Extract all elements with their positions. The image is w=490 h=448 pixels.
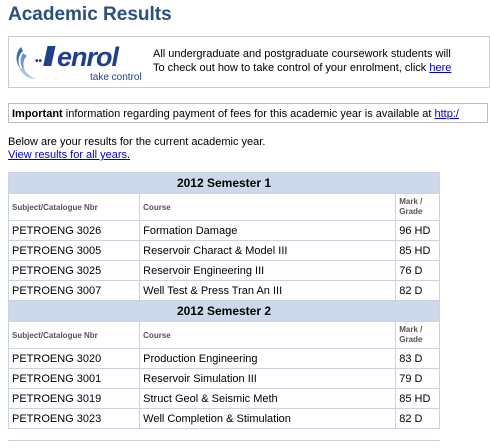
intro-text: Below are your results for the current academic year. bbox=[8, 136, 266, 148]
cell-subject: PETROENG 3005 bbox=[9, 241, 140, 261]
column-header-subject: Subject/Catalogue Nbr bbox=[9, 194, 140, 221]
notice-text: information regarding payment of fees for this academic year is available at bbox=[62, 108, 435, 120]
enrol-banner bbox=[8, 36, 490, 88]
cell-mark: 79 D bbox=[396, 369, 440, 389]
table-row bbox=[9, 281, 440, 301]
divider bbox=[8, 440, 440, 441]
svg-text:••: •• bbox=[35, 56, 43, 67]
cell-course: Well Completion & Stimulation bbox=[140, 409, 396, 429]
table-row bbox=[9, 369, 440, 389]
notice-important-label: Important bbox=[12, 108, 63, 120]
enrolment-help-link[interactable]: here bbox=[429, 62, 452, 74]
cell-mark: 82 D bbox=[396, 409, 440, 429]
cell-course: Struct Geol & Seismic Meth bbox=[140, 389, 396, 409]
cell-course: Reservoir Engineering III bbox=[140, 261, 396, 281]
cell-mark: 96 HD bbox=[396, 221, 440, 241]
column-header-mark-line2: Grade bbox=[399, 207, 423, 216]
table-row bbox=[9, 221, 440, 241]
cell-mark: 76 D bbox=[396, 261, 440, 281]
table-row bbox=[9, 261, 440, 281]
swirl-icon bbox=[17, 47, 36, 79]
semester-title: 2012 Semester 1 bbox=[9, 173, 440, 194]
banner-line-2 bbox=[153, 61, 451, 75]
cell-mark: 83 D bbox=[396, 349, 440, 369]
table-row bbox=[9, 349, 440, 369]
cell-mark: 85 HD bbox=[396, 241, 440, 261]
fees-notice bbox=[8, 103, 488, 123]
view-all-years-link[interactable]: View results for all years. bbox=[8, 149, 131, 161]
fees-info-link[interactable]: http:/ bbox=[434, 108, 459, 120]
cell-subject: PETROENG 3007 bbox=[9, 281, 140, 301]
cell-subject: PETROENG 3001 bbox=[9, 369, 140, 389]
cell-subject: PETROENG 3025 bbox=[9, 261, 140, 281]
banner-line-2-text: To check out how to take control of your enrolment, click bbox=[153, 62, 430, 74]
page-title: Academic Results bbox=[8, 4, 172, 25]
column-header-mark bbox=[396, 194, 440, 221]
column-header-row bbox=[9, 322, 440, 349]
banner-line-1: All undergraduate and postgraduate coursework students will bbox=[153, 48, 451, 60]
cell-subject: PETROENG 3020 bbox=[9, 349, 140, 369]
enrol-logo-wordmark: enrol bbox=[57, 42, 119, 72]
banner-text bbox=[153, 47, 451, 75]
column-header-mark-line1: Mark / bbox=[399, 325, 423, 334]
cell-course: Well Test & Press Tran An III bbox=[140, 281, 396, 301]
table-row bbox=[9, 389, 440, 409]
column-header-mark-line1: Mark / bbox=[399, 197, 423, 206]
column-header-mark bbox=[396, 322, 440, 349]
column-header-course: Course bbox=[140, 194, 396, 221]
enrol-logo bbox=[11, 39, 151, 85]
cell-course: Formation Damage bbox=[140, 221, 396, 241]
semester-header-row bbox=[9, 301, 440, 322]
semester-title: 2012 Semester 2 bbox=[9, 301, 440, 322]
column-header-subject: Subject/Catalogue Nbr bbox=[9, 322, 140, 349]
cell-mark: 82 D bbox=[396, 281, 440, 301]
enrol-logo-tagline: take control bbox=[90, 72, 142, 83]
cell-course: Reservoir Charact & Model III bbox=[140, 241, 396, 261]
cell-mark: 85 HD bbox=[396, 389, 440, 409]
cell-course: Reservoir Simulation III bbox=[140, 369, 396, 389]
results-table bbox=[8, 172, 440, 429]
column-header-mark-line2: Grade bbox=[399, 335, 423, 344]
cell-course: Production Engineering bbox=[140, 349, 396, 369]
cell-subject: PETROENG 3026 bbox=[9, 221, 140, 241]
column-header-course: Course bbox=[140, 322, 396, 349]
cell-subject: PETROENG 3019 bbox=[9, 389, 140, 409]
column-header-row bbox=[9, 194, 440, 221]
table-row bbox=[9, 241, 440, 261]
cell-subject: PETROENG 3023 bbox=[9, 409, 140, 429]
table-row bbox=[9, 409, 440, 429]
results-intro bbox=[8, 136, 265, 162]
semester-header-row bbox=[9, 173, 440, 194]
